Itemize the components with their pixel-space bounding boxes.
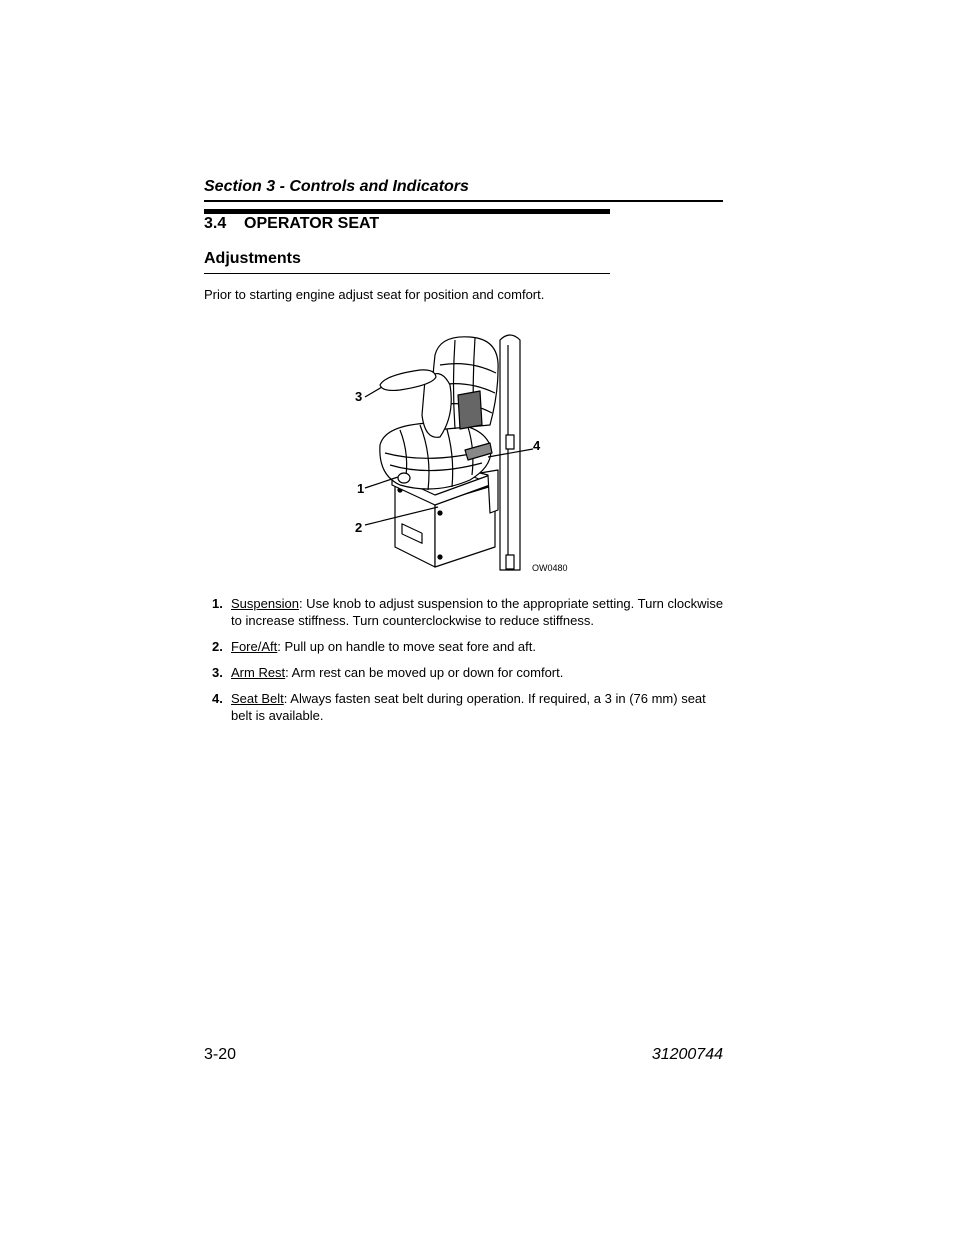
step-term: Seat Belt	[231, 691, 284, 706]
section-title	[204, 215, 379, 233]
document-number: 31200744	[651, 1046, 723, 1063]
step-item	[212, 690, 724, 724]
subsection-title: Adjustments	[204, 250, 301, 267]
step-text: : Arm rest can be moved up or down for comfort.	[285, 665, 564, 680]
step-text: : Pull up on handle to move seat fore and aft.	[277, 639, 536, 654]
section-rule	[204, 209, 610, 214]
step-item	[212, 664, 724, 681]
section-header: Section 3 - Controls and Indicators	[204, 178, 469, 195]
callout-4: 4	[533, 438, 541, 453]
step-term: Fore/Aft	[231, 639, 278, 654]
section-title-text: OPERATOR SEAT	[244, 215, 380, 232]
step-term: Arm Rest	[231, 665, 286, 680]
callout-3: 3	[355, 389, 363, 404]
figure-reference: OW0480	[532, 563, 568, 573]
step-number: 1.	[212, 596, 223, 611]
step-number: 3.	[212, 665, 223, 680]
callout-1: 1	[357, 481, 365, 496]
adjustment-steps	[212, 595, 724, 733]
step-item	[212, 595, 724, 629]
step-item	[212, 638, 724, 655]
header-rule	[204, 200, 723, 202]
step-number: 4.	[212, 691, 223, 706]
subsection-rule	[204, 273, 610, 274]
step-term: Suspension	[231, 596, 299, 611]
step-text: : Use knob to adjust suspension to the appropriate setting. Turn clockwise to increase stiffness. Turn counterclockwise to reduce stiffness.	[231, 596, 724, 628]
section-number: 3.4	[204, 215, 227, 232]
operator-seat-illustration	[340, 325, 580, 580]
step-number: 2.	[212, 639, 223, 654]
intro-paragraph: Prior to starting engine adjust seat for position and comfort.	[204, 287, 545, 302]
operator-seat-figure	[340, 325, 580, 580]
callout-2: 2	[355, 520, 363, 535]
step-text: : Always fasten seat belt during operation. If required, a 3 in (76 mm) seat belt is available.	[231, 691, 706, 723]
page-number: 3-20	[204, 1046, 237, 1063]
